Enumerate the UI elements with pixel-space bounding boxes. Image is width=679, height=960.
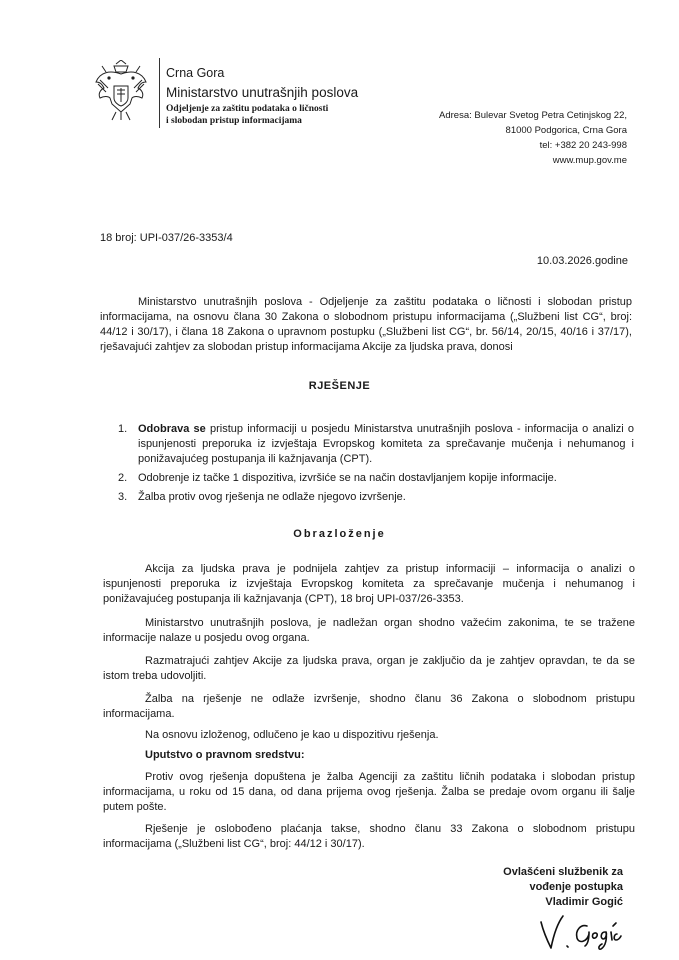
header-country: Crna Gora: [166, 66, 225, 80]
reasoning-paragraph-3: Razmatrajući zahtjev Akcije za ljudska prava, organ je zaključio da je zahtjev opravdan, te da se istom treba udovoljiti.: [103, 655, 635, 682]
department-line-2: i slobodan pristup informacijama: [166, 116, 302, 126]
reasoning-paragraph-4: Žalba na rješenje ne odlaže izvršenje, shodno članu 36 Zakona o slobodnom pristupu informacijama.: [103, 693, 635, 720]
decision-title: RJEŠENJE: [308, 380, 371, 392]
header-department: [166, 103, 328, 127]
reference-number: 18 broj: UPI-037/26-3353/4: [100, 232, 233, 244]
header-divider: [159, 58, 160, 128]
signature-line-1: Ovlašćeni službenik za: [503, 866, 623, 878]
signature-line-2: vođenje postupka: [529, 881, 623, 893]
document-date: 10.03.2026.godine: [536, 255, 628, 267]
intro-paragraph: Ministarstvo unutrašnjih poslova - Odjeljenje za zaštitu podataka o ličnosti i slobodan pristup informacijama, na osnovu člana 30 Zakona o slobodnom pristupu informacijama („Službeni list CG“, broj: 44/12 i 30/17), i člana 18 Zakona o upravnom postupku („Službeni list CG“, br. 56/14, 20/15, 40/16 i 37/17), rješavajući zahtjev za slobodan pristup informacijama Akcije za ljudska prava, donosi: [100, 296, 632, 353]
list-item: 1. Odobrava se pristup informaciji u posjedu Ministarstva unutrašnjih poslova - informacija o analizi o ispunjenosti preporuka iz izvještaja Evropskog komiteta za sprečavanje mučenja i nehumanog i ponižavajućeg postupanja ili kažnjavanja (CPT).: [118, 423, 634, 465]
list-item: 2. Odobrenje iz tačke 1 dispozitiva, izvršiće se na način dostavljanjem kopije informacije.: [118, 472, 557, 484]
handwritten-signature: [535, 912, 625, 952]
reasoning-title: Obrazloženje: [293, 528, 386, 540]
address-line-1: Adresa: Bulevar Svetog Petra Cetinjskog 22,: [439, 110, 627, 121]
legal-remedy-title: Uputstvo o pravnom sredstvu:: [145, 749, 305, 761]
list-item: 3. Žalba protiv ovog rješenja ne odlaže njegovo izvršenje.: [118, 491, 406, 503]
reasoning-paragraph-2: Ministarstvo unutrašnjih poslova, je nadležan organ shodno važećim zakonima, te se tražene informacije nalaze u posjedu ovog organa.: [103, 617, 635, 644]
coat-of-arms-icon: [92, 60, 150, 122]
department-line-1: Odjeljenje za zaštitu podataka o ličnosti: [166, 104, 329, 114]
reasoning-paragraph-1: Akcija za ljudska prava je podnijela zahtjev za pristup informaciji – informacija o analizi o ispunjenosti preporuka iz izvještaja Evropskog komiteta za sprečavanje mučenja i nehumanog i ponižavajućeg postupanja ili kažnjavanja (CPT), 18 broj UPI-037/26-3353.: [103, 563, 635, 605]
signature-block: [503, 865, 623, 910]
address-website: www.mup.gov.me: [552, 155, 627, 166]
dispositive-list: [118, 422, 634, 509]
address-line-2: 81000 Podgorica, Crna Gora: [505, 125, 627, 136]
address-phone: tel: +382 20 243-998: [539, 140, 627, 151]
reasoning-paragraph-6: Protiv ovog rješenja dopuštena je žalba Agenciji za zaštitu ličnih podataka i slobodan pristup informacijama, u roku od 15 dana, od dana prijema ovog rješenja. Žalba se predaje ovom organu ili šalje putem pošte.: [103, 771, 635, 813]
address-block: [439, 108, 627, 168]
reasoning-paragraph-7: Rješenje je oslobođeno plaćanja takse, shodno članu 33 Zakona o slobodnom pristupu informacijama („Službeni list CG“, broj: 44/12 i 30/17).: [103, 823, 635, 850]
header-ministry: Ministarstvo unutrašnjih poslova: [166, 85, 359, 100]
signature-name: Vladimir Gogić: [545, 896, 623, 908]
reasoning-paragraph-5: Na osnovu izloženog, odlučeno je kao u dispozitivu rješenja.: [145, 729, 439, 741]
